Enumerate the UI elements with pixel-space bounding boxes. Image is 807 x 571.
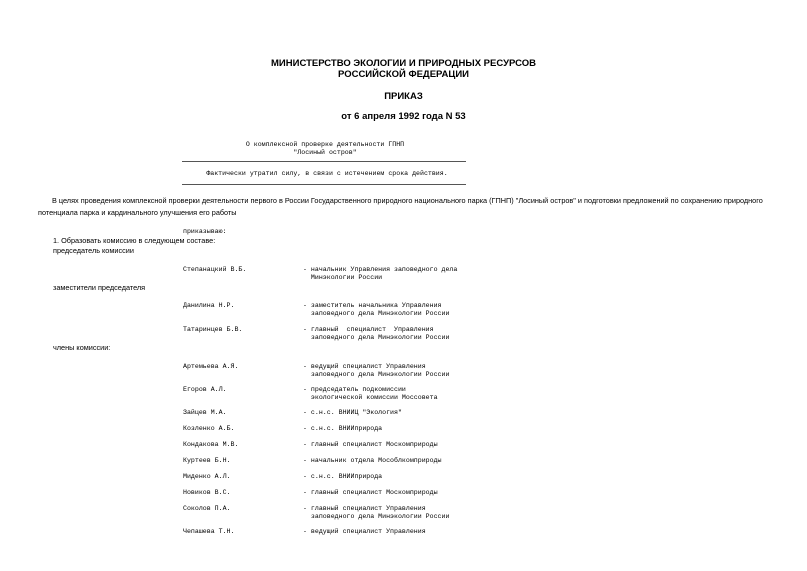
- member-name: Козленко А.Б.: [183, 425, 235, 432]
- member-role-line1: - главный специалист Москомприроды: [303, 489, 438, 496]
- member-role-line2: заповедного дела Минэкологии России: [303, 371, 450, 378]
- document-type: ПРИКАЗ: [384, 91, 423, 102]
- chair-label: председатель комиссии: [53, 246, 134, 255]
- chair-name: Степанацкий В.Б.: [183, 266, 247, 273]
- member-role-line1: - ведущий специалист Управления: [303, 528, 426, 535]
- member-role-line1: - с.н.с. ВНИИприрода: [303, 425, 383, 432]
- order-item-1: 1. Образовать комиссию в следующем составе:: [53, 236, 216, 245]
- member-name: Чепашева Т.Н.: [183, 528, 235, 535]
- member-role-line1: - с.н.с. ВНИИЦ "Экология": [303, 409, 402, 416]
- status-note: Фактически утратил силу, в связи с истечением срока действия.: [206, 170, 448, 177]
- member-role-line1: - председатель подкомиссии: [303, 386, 406, 393]
- chair-role-line2: Минэкологии России: [303, 274, 383, 281]
- member-role-line1: - главный специалист Москомприроды: [303, 441, 438, 448]
- ministry-title-line2: РОССИЙСКОЙ ФЕДЕРАЦИИ: [337, 69, 469, 80]
- deputy-role-line2: заповедного дела Минэкологии России: [303, 310, 450, 317]
- member-name: Кондакова М.В.: [183, 441, 239, 448]
- preamble-paragraph: В целях проведения комплексной проверки деятельности первого в России Государственного природного национального парка (ГПНП) "Лосиный остров" и подготовки предложений по сохранению природного потенциала парка и кардинального улучшения его работы: [38, 196, 763, 217]
- member-name: Егоров А.Л.: [183, 386, 227, 393]
- orders-word: приказываю:: [183, 228, 227, 235]
- divider-top: [182, 161, 466, 162]
- member-role-line2: заповедного дела Минэкологии России: [303, 513, 450, 520]
- member-role-line1: - с.н.с. ВНИИприрода: [303, 473, 383, 480]
- deputy-name: Данилина Н.Р.: [183, 302, 235, 309]
- member-name: Артемьева А.Я.: [183, 363, 239, 370]
- member-role-line1: - ведущий специалист Управления: [303, 363, 426, 370]
- deputies-label: заместители председателя: [53, 283, 146, 292]
- member-name: Куртеев Б.Н.: [183, 457, 231, 464]
- subject-line2: "Лосиный остров": [293, 149, 357, 156]
- member-role-line1: - главный специалист Управления: [303, 505, 426, 512]
- chair-role-line1: - начальник Управления заповедного дела: [303, 266, 458, 273]
- member-name: Соколов П.А.: [183, 505, 231, 512]
- deputy-role-line2: заповедного дела Минэкологии России: [303, 334, 450, 341]
- member-name: Новиков В.С.: [183, 489, 231, 496]
- ministry-title-line1: МИНИСТЕРСТВО ЭКОЛОГИИ И ПРИРОДНЫХ РЕСУРСОВ: [271, 58, 536, 69]
- document-date-number: от 6 апреля 1992 года N 53: [341, 111, 466, 122]
- members-label: члены комиссии:: [53, 343, 111, 352]
- deputy-name: Татаринцев Б.В.: [183, 326, 243, 333]
- deputy-role-line1: - главный специалист Управления: [303, 326, 434, 333]
- member-role-line2: экологической комиссии Моссовета: [303, 394, 438, 401]
- subject-line1: О комплексной проверке деятельности ГПНП: [245, 141, 405, 148]
- deputy-role-line1: - заместитель начальника Управления: [303, 302, 442, 309]
- member-name: Зайцев М.А.: [183, 409, 227, 416]
- member-name: Миденко А.Л.: [183, 473, 231, 480]
- divider-bottom: [182, 184, 466, 185]
- member-role-line1: - начальник отдела Мособлкомприроды: [303, 457, 442, 464]
